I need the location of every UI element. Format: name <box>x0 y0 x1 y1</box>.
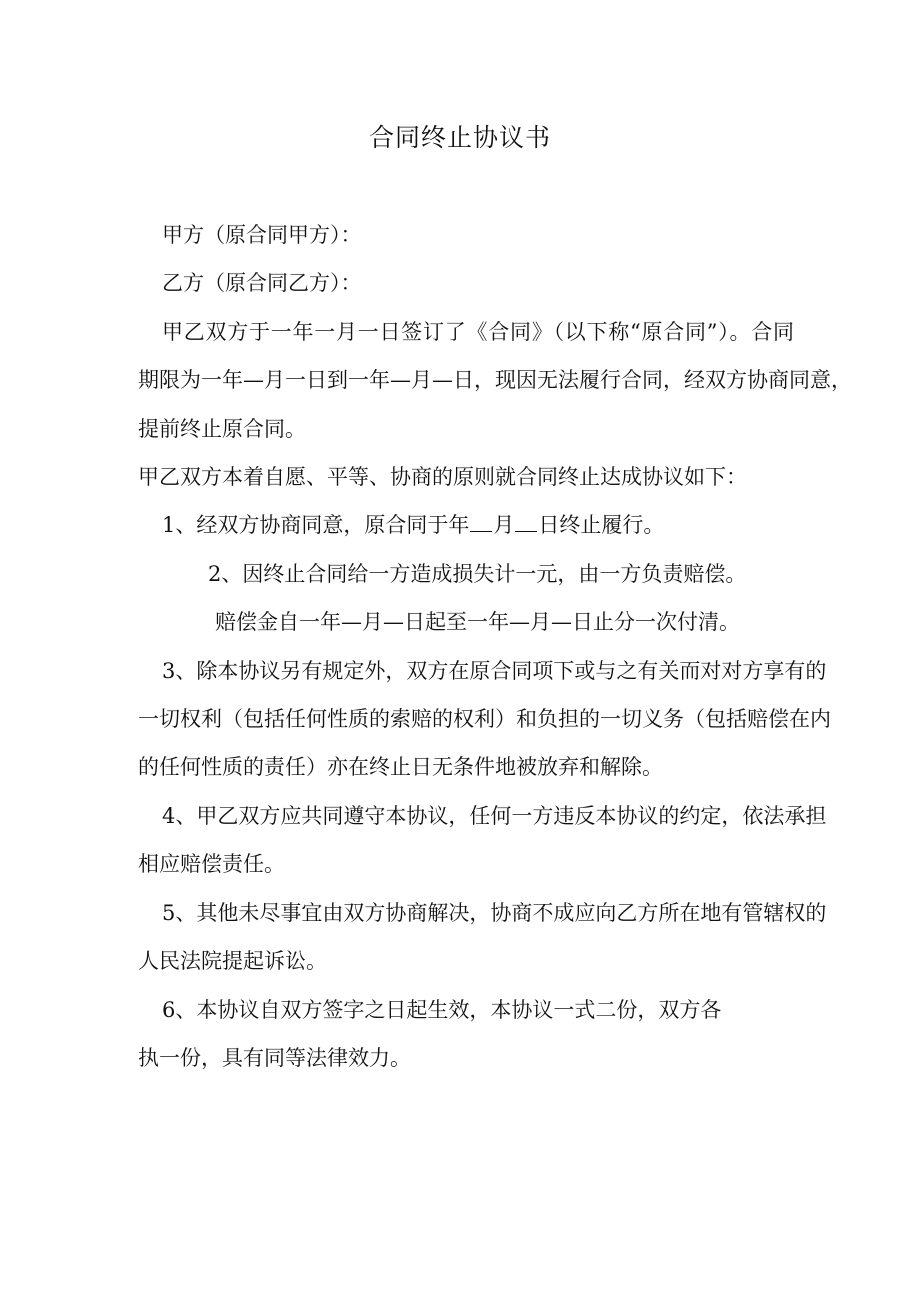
clause-3-line-1 <box>162 658 827 684</box>
clause-2-line-2: 赔偿金自一年—月—日起至一年—月—日止分一次付清。 <box>215 610 740 634</box>
clause-3-line-1-text: 3、除本协议另有规定外，双方在原合同项下或与之有关而对对方享有的 <box>162 659 827 683</box>
clause-6-line-1: 6、本协议自双方签字之日起生效，本协议一式二份，双方各 <box>162 998 722 1022</box>
agreement-lead: 甲乙双方本着自愿、平等、协商的原则就合同终止达成协议如下： <box>138 465 747 489</box>
clause-5-line-1 <box>162 900 827 926</box>
clause-4-line-2: 相应赔偿责任。 <box>138 852 285 876</box>
clause-6-line-2: 执一份，具有同等法律效力。 <box>138 1046 411 1070</box>
intro-line-2 <box>138 367 852 393</box>
month-blank <box>470 513 492 532</box>
intro-line-3: 提前终止原合同。 <box>138 417 306 441</box>
day-blank <box>515 513 537 532</box>
clause-5-line-1-text: 5、其他未尽事宜由双方协商解决，协商不成应向乙方所在地有管辖权的 <box>162 901 827 925</box>
party-b-line: 乙方（原合同乙方）： <box>162 271 362 295</box>
clause-2-line-1: 2、因终止合同给一方造成损失计一元，由一方负责赔偿。 <box>208 562 747 586</box>
clause-4-line-1-text: 4、甲乙双方应共同遵守本协议，任何一方违反本协议的约定，依法承担 <box>162 804 827 828</box>
party-a-line: 甲方（原合同甲方）： <box>162 223 362 247</box>
clause-5-line-2: 人民法院提起诉讼。 <box>138 949 327 973</box>
clause-3-line-2-text: 一切权利（包括任何性质的索赔的权利）和负担的一切义务（包括赔偿在内 <box>138 707 831 731</box>
intro-line-1-text: 甲乙双方于一年一月一日签订了《合同》（以下称“原合同”）。合同 <box>162 320 794 344</box>
clause-3-line-3: 的任何性质的责任）亦在终止日无条件地被放弃和解除。 <box>138 755 663 779</box>
intro-line-1 <box>162 319 794 345</box>
intro-line-2-text: 期限为一年—月一日到一年—月—日，现因无法履行合同，经双方协商同意， <box>138 368 852 392</box>
clause-3-line-2 <box>138 706 831 732</box>
clause-4-line-1 <box>162 803 827 829</box>
clause-1-part-1: 1、经双方协商同意，原合同于年 <box>162 513 470 537</box>
clause-1-part-2: 月 <box>493 513 515 537</box>
clause-1 <box>162 512 664 538</box>
document-title: 合同终止协议书 <box>368 123 551 152</box>
clause-1-part-3: 日终止履行。 <box>538 513 665 537</box>
